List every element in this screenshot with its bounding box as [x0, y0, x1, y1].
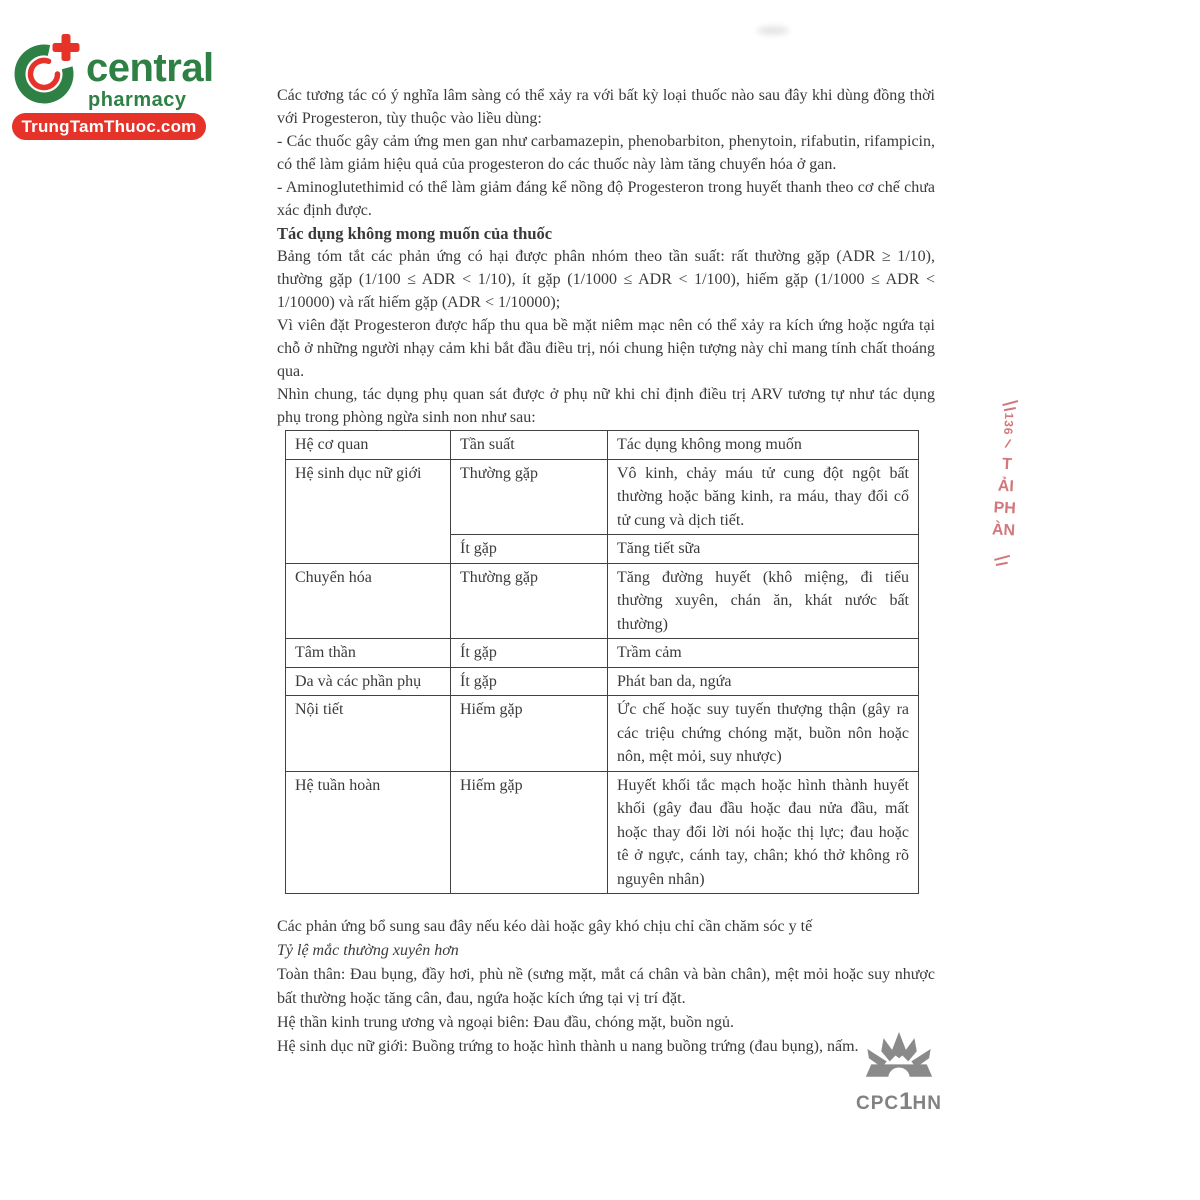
cpc-text-one: 1	[899, 1088, 913, 1115]
table-header-row	[286, 431, 919, 460]
cell-frequency: Hiếm gặp	[451, 696, 608, 772]
arv-note: Nhìn chung, tác dụng phụ quan sát được ở phụ nữ khi chỉ định điều trị ARV tương tự như tác dụng phụ trong phòng ngừa sinh non như sau:	[277, 386, 935, 426]
cpc-text-part: CPC	[856, 1093, 900, 1114]
brand-tagline: pharmacy	[88, 89, 187, 111]
stamp-letter: T	[1001, 455, 1013, 474]
cell-organ: Hệ sinh dục nữ giới	[286, 459, 451, 563]
interactions-bullet-aminoglutethimid: - Aminoglutethimid có thể làm giảm đáng kể nồng độ Progesteron trong huyết thanh theo cơ chế chưa xác định được.	[277, 179, 935, 219]
table-row	[286, 696, 919, 772]
cell-organ: Nội tiết	[286, 696, 451, 772]
interactions-intro: Các tương tác có ý nghĩa lâm sàng có thể xảy ra với bất kỳ loại thuốc nào sau đây khi dùng đồng thời với Progesteron, tùy thuộc vào liều dùng:	[277, 87, 935, 127]
cell-effect: Huyết khối tắc mạch hoặc hình thành huyết khối (gây đau đầu hoặc đau nửa đầu, mất hoặc thay đổi lời nói hoặc thị lực; đau hoặc tê ở ngực, cánh tay, chân; khó thở không rõ nguyên nhân)	[608, 771, 919, 894]
central-pharmacy-c-mark-icon	[14, 34, 80, 111]
cell-effect: Phát ban da, ngứa	[608, 667, 919, 696]
stamp-letter: PH	[993, 499, 1017, 518]
cpc-text-part: HN	[912, 1093, 942, 1114]
additional-systemic: Toàn thân: Đau bụng, đầy hơi, phù nề (sưng mặt, mắt cá chân và bàn chân), mệt mỏi hoặc suy nhược bất thường hoặc tăng cân, đau, ngứa hoặc kích ứng tại vị trí đặt.	[277, 966, 935, 1007]
table-row	[286, 667, 919, 696]
cell-frequency: Thường gặp	[451, 459, 608, 535]
section-heading-adverse-effects: Tác dụng không mong muốn của thuốc	[277, 224, 553, 243]
adverse-effects-table	[285, 430, 919, 894]
cell-frequency: Ít gặp	[451, 639, 608, 668]
mucosa-absorption-note: Vì viên đặt Progesteron được hấp thu qua bề mặt niêm mạc nên có thể xảy ra kích ứng hoặc ngứa tại chỗ ở những người nhạy cảm khi bắt đầu điều trị, nói chung hiện tượng này chỉ mang tính chất thoáng qua.	[277, 317, 935, 380]
interactions-bullet-enzyme-inducers: - Các thuốc gây cảm ứng men gan như carbamazepin, phenobarbiton, phenytoin, rifabutin, rifampicin, có thể làm giảm hiệu quả của progesteron do các thuốc này làm tăng chuyển hóa ở gan.	[277, 133, 935, 173]
cell-organ: Chuyển hóa	[286, 563, 451, 639]
cell-effect: Tăng đường huyết (khô miệng, đi tiểu thường xuyên, chán ăn, khát nước bất thường)	[608, 563, 919, 639]
stamp-stroke	[994, 555, 1010, 561]
additional-cns: Hệ thần kinh trung ương và ngoại biên: Đau đầu, chóng mặt, buồn ngủ.	[277, 1014, 735, 1031]
stamp-stroke	[996, 562, 1008, 566]
cell-frequency: Thường gặp	[451, 563, 608, 639]
frequency-summary: Bảng tóm tắt các phản ứng có hại được phân nhóm theo tần suất: rất thường gặp (ADR ≥ 1/10), thường gặp (1/100 ≤ ADR < 1/10), ít gặp (1/1000 ≤ ADR < 1/100), hiếm gặp (1/1000 ≤ ADR < 1/10000) và rất hiếm gặp (ADR < 1/10000);	[277, 248, 935, 311]
cell-effect: Trầm cảm	[608, 639, 919, 668]
cpc1hn-logo	[856, 1032, 942, 1114]
header-frequency: Tần suất	[451, 431, 608, 460]
header-organ: Hệ cơ quan	[286, 431, 451, 460]
cpc1hn-mountain-icon	[860, 1032, 938, 1086]
table-row	[286, 771, 919, 894]
additional-reproductive: Hệ sinh dục nữ giới: Buồng trứng to hoặc hình thành u nang buồng trứng (đau bụng), nấm.	[277, 1038, 859, 1055]
additional-subheading: Tỷ lệ mắc thường xuyên hơn	[277, 942, 459, 959]
cell-frequency: Ít gặp	[451, 535, 608, 564]
cell-frequency: Ít gặp	[451, 667, 608, 696]
brand-website-badge	[12, 113, 206, 140]
faint-scan-mark	[757, 26, 789, 35]
stamp-slash-mark: /	[1003, 435, 1013, 452]
stamp-number: 136	[1001, 412, 1017, 436]
cell-organ: Tâm thần	[286, 639, 451, 668]
stamp-stroke	[1004, 407, 1016, 411]
additional-reactions-block	[277, 915, 935, 1059]
cpc1hn-wordmark	[856, 1088, 942, 1115]
header-effect: Tác dụng không mong muốn	[608, 431, 919, 460]
leaflet-body	[277, 84, 935, 1059]
cell-organ: Da và các phần phụ	[286, 667, 451, 696]
table-row	[286, 639, 919, 668]
table-row	[286, 459, 919, 535]
cell-effect: Ức chế hoặc suy tuyến thượng thận (gây ra các triệu chứng chóng mặt, buồn nôn hoặc nôn, mệt mỏi, suy nhược)	[608, 696, 919, 772]
table-row	[286, 563, 919, 639]
additional-intro: Các phản ứng bổ sung sau đây nếu kéo dài hoặc gây khó chịu chỉ cần chăm sóc y tế	[277, 918, 813, 935]
stamp-letter: ẢI	[997, 477, 1015, 496]
stamp-stroke	[1002, 400, 1018, 406]
cell-organ: Hệ tuần hoàn	[286, 771, 451, 894]
brand-name: central	[86, 46, 214, 90]
brand-website-text: TrungTamThuoc.com	[21, 116, 197, 136]
cell-effect: Tăng tiết sữa	[608, 535, 919, 564]
cell-effect: Vô kinh, chảy máu tử cung đột ngột bất thường hoặc băng kinh, ra máu, thay đổi cổ tử cung và dịch tiết.	[608, 459, 919, 535]
central-pharmacy-logo	[14, 34, 224, 144]
stamp-letter: ÀN	[991, 521, 1016, 540]
cell-frequency: Hiếm gặp	[451, 771, 608, 894]
red-stamp-fragment	[987, 401, 1025, 565]
